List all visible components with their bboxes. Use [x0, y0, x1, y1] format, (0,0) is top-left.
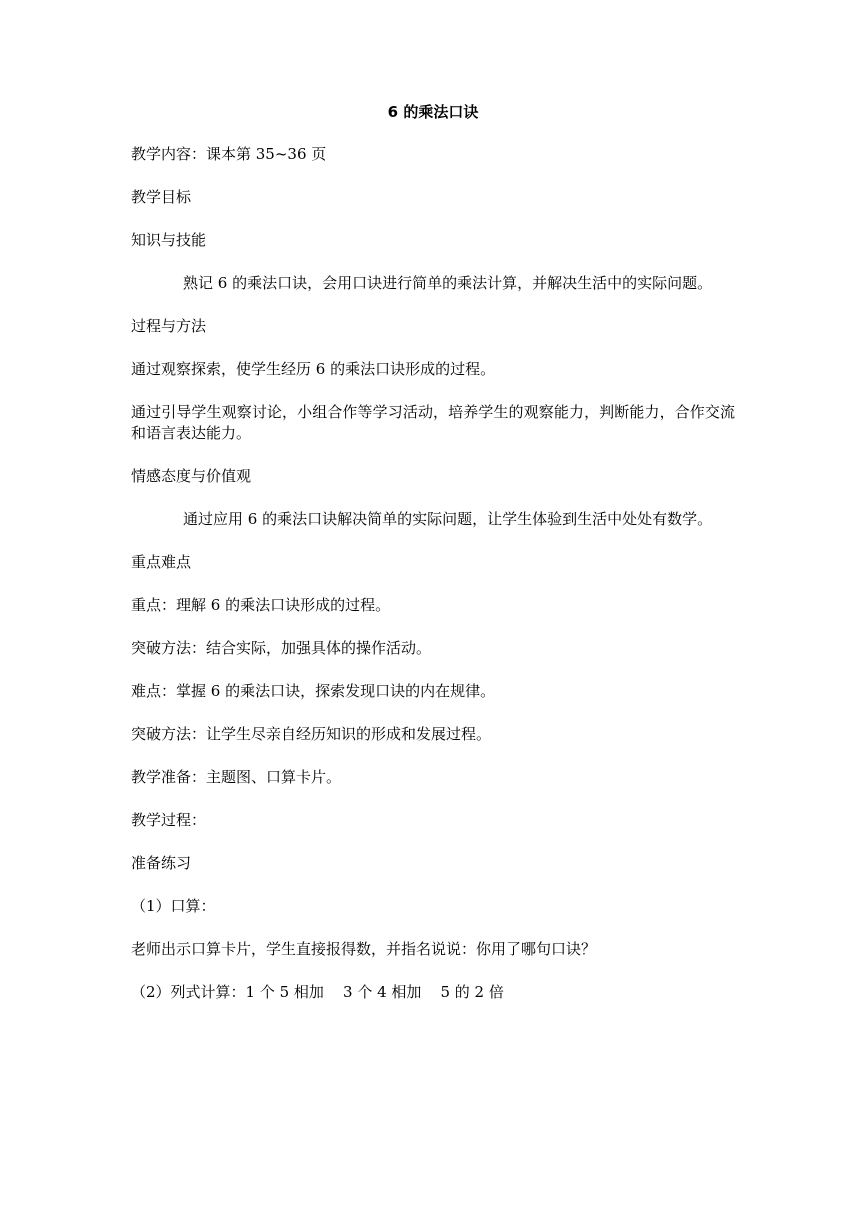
oral-calculation-item: （1）口算：: [131, 897, 216, 915]
oral-calculation-description: 老师出示口算卡片，学生直接报得数，并指名说说：你用了哪句口诀？: [131, 940, 597, 958]
heading-emotion-values: 情感态度与价值观: [131, 467, 252, 485]
key-point: 重点：理解 6 的乘法口诀形成的过程。: [131, 596, 391, 614]
heading-preparation-practice: 准备练习: [131, 854, 192, 872]
difficult-point: 难点：掌握 6 的乘法口诀，探索发现口诀的内在规律。: [131, 682, 496, 700]
paragraph-knowledge-skills: 熟记 6 的乘法口诀，会用口诀进行简单的乘法计算，并解决生活中的实际问题。: [183, 274, 713, 292]
teaching-content: 教学内容：课本第 35~36 页: [131, 145, 327, 163]
document-page: [131, 100, 735, 1025]
paragraph-emotion-values: 通过应用 6 的乘法口诀解决简单的实际问题，让学生体验到生活中处处有数学。: [183, 510, 713, 528]
paragraph-process-1: 通过观察探索，使学生经历 6 的乘法口诀形成的过程。: [131, 360, 496, 378]
key-point-method: 突破方法：结合实际，加强具体的操作活动。: [131, 639, 432, 657]
heading-knowledge-skills: 知识与技能: [131, 231, 207, 249]
heading-process-methods: 过程与方法: [131, 317, 207, 335]
difficult-point-method: 突破方法：让学生尽亲自经历知识的形成和发展过程。: [131, 725, 492, 743]
heading-teaching-goals: 教学目标: [131, 188, 192, 206]
paragraph-process-2: 通过引导学生观察讨论，小组合作等学习活动，培养学生的观察能力，判断能力，合作交流和语言表达能力。: [131, 403, 735, 442]
column-calculation-item: （2）列式计算：1 个 5 相加 3 个 4 相加 5 的 2 倍: [131, 983, 504, 1001]
heading-teaching-process: 教学过程：: [131, 811, 207, 829]
teaching-preparation: 教学准备：主题图、口算卡片。: [131, 768, 342, 786]
heading-key-difficult-points: 重点难点: [131, 553, 192, 571]
document-title: 6 的乘法口诀: [387, 103, 479, 121]
